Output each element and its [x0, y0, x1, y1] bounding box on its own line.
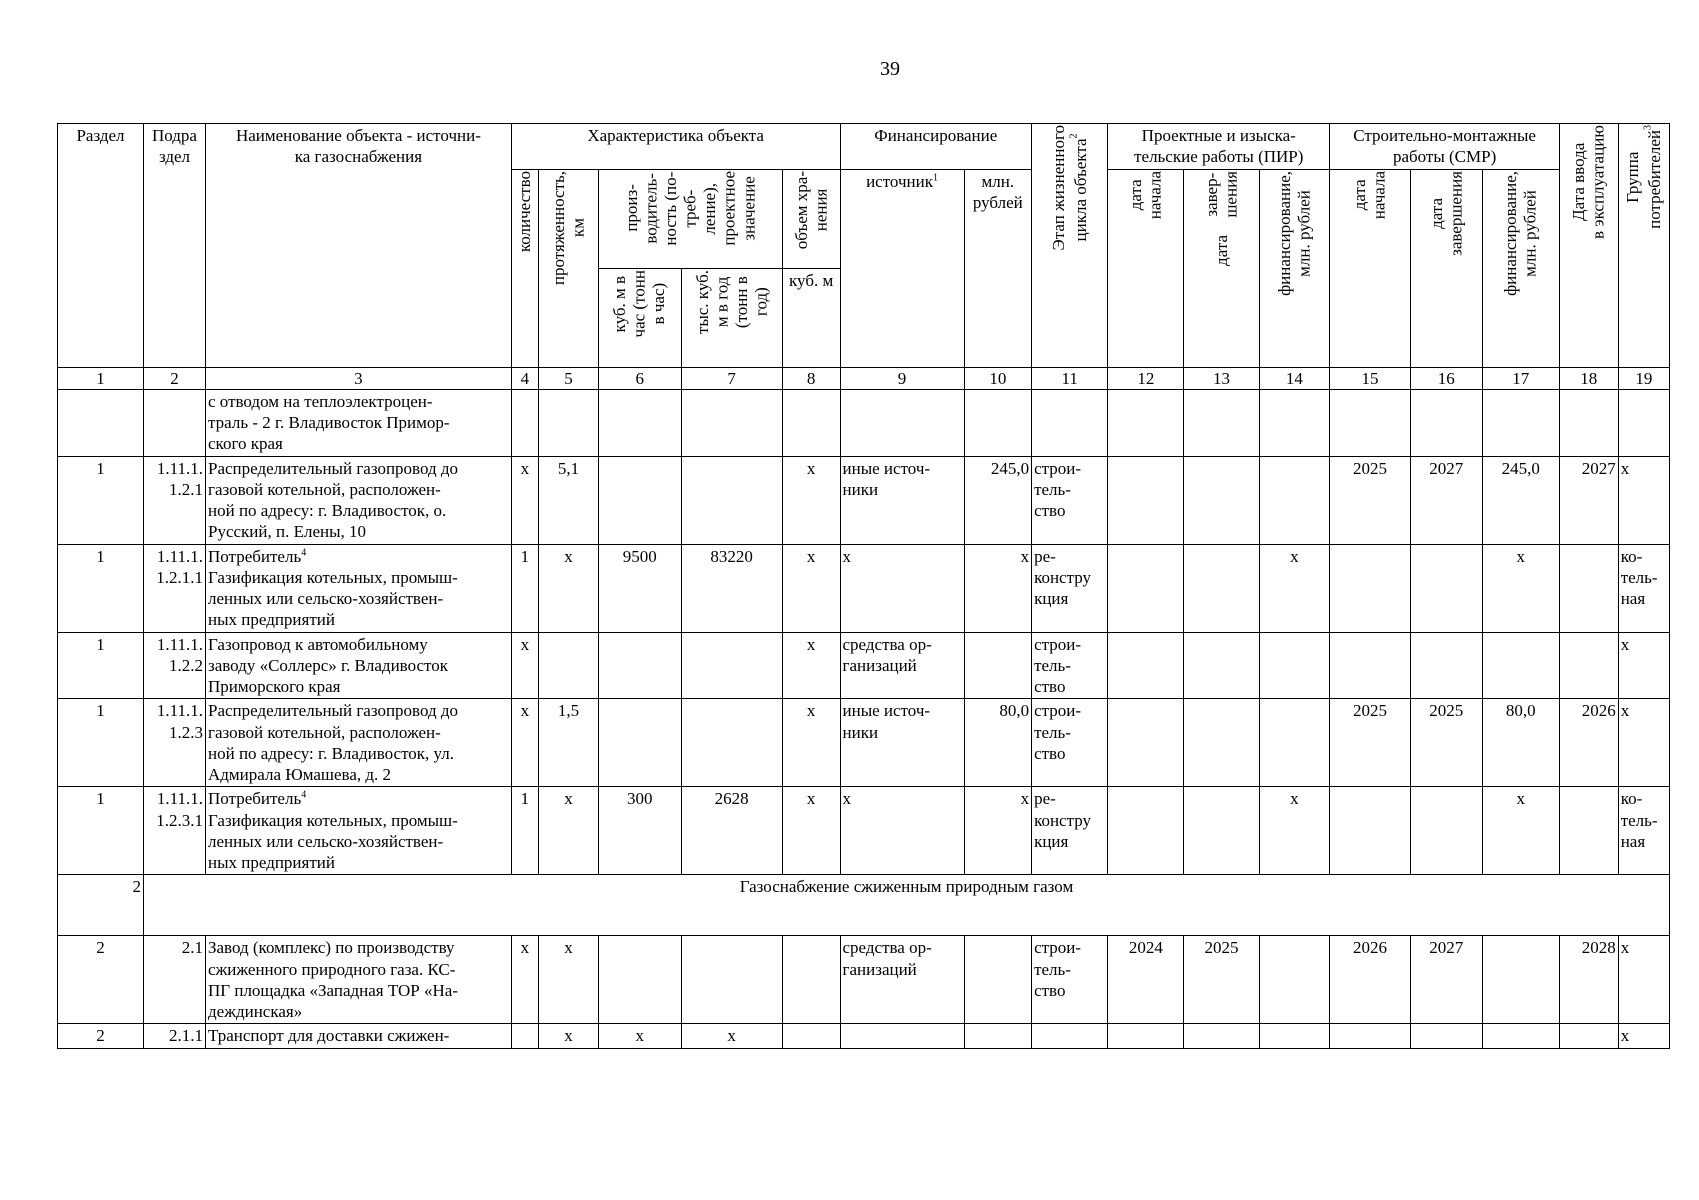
- column-number: 1: [58, 367, 144, 389]
- cell-thousand-cub-year: [681, 936, 782, 1024]
- cell-cub-hour: [598, 936, 681, 1024]
- column-number: 12: [1108, 367, 1184, 389]
- table-row: [58, 389, 1670, 456]
- cell-consumer-group: x: [1618, 456, 1669, 544]
- cell-pir-start: [1108, 389, 1184, 456]
- cell-podrazdel: 2.1.1: [143, 1024, 205, 1048]
- cell-smr-fin: 80,0: [1482, 699, 1559, 787]
- cell-podrazdel: 1.11.1. 1.2.2: [143, 632, 205, 699]
- cell-thousand-cub-year: [681, 699, 782, 787]
- cell-lifecycle: строи- тель- ство: [1032, 936, 1108, 1024]
- cell-smr-start: 2026: [1330, 936, 1411, 1024]
- cell-source: [840, 1024, 964, 1048]
- header-financing: Финансирование: [840, 124, 1032, 170]
- column-number: 4: [511, 367, 538, 389]
- cell-smr-end: [1410, 787, 1482, 875]
- header-name: Наименование объекта - источни- ка газоснабжения: [206, 124, 512, 368]
- cell-source: x: [840, 787, 964, 875]
- cell-name: с отводом на теплоэлектроцен- траль - 2 г. Владивосток Примор- ского края: [206, 389, 512, 456]
- section-number: 2: [58, 875, 144, 936]
- cell-razdel: 1: [58, 787, 144, 875]
- cell-length: x: [539, 787, 599, 875]
- cell-pir-fin: [1259, 1024, 1330, 1048]
- cell-mln-rub: 245,0: [964, 456, 1031, 544]
- column-numbers-row: [58, 367, 1670, 389]
- cell-thousand-cub-year: [681, 389, 782, 456]
- cell-smr-start: [1330, 787, 1411, 875]
- cell-smr-end: [1410, 389, 1482, 456]
- cell-quantity: x: [511, 936, 538, 1024]
- cell-pir-start: 2024: [1108, 936, 1184, 1024]
- cell-lifecycle: строи- тель- ство: [1032, 456, 1108, 544]
- cell-length: [539, 389, 599, 456]
- cell-name: Газопровод к автомобильному заводу «Соллерс» г. Владивосток Приморского края: [206, 632, 512, 699]
- cell-consumer-group: x: [1618, 936, 1669, 1024]
- cell-source: иные источ- ники: [840, 456, 964, 544]
- cell-razdel: 1: [58, 632, 144, 699]
- cell-lifecycle: ре- констру кция: [1032, 544, 1108, 632]
- column-number: 16: [1410, 367, 1482, 389]
- cell-smr-end: [1410, 544, 1482, 632]
- cell-source: [840, 389, 964, 456]
- cell-consumer-group: x: [1618, 699, 1669, 787]
- table-row: [58, 456, 1670, 544]
- cell-name: Потребитель$^4$ Газификация котельных, промыш- ленных или сельско-хозяйствен- ных предприятий: [206, 544, 512, 632]
- section-row: [58, 875, 1670, 936]
- header-pir-fin: финансирование, млн. рублей: [1259, 169, 1330, 367]
- cell-mln-rub: [964, 389, 1031, 456]
- cell-lifecycle: [1032, 1024, 1108, 1048]
- cell-pir-start: [1108, 544, 1184, 632]
- cell-name: Завод (комплекс) по производству сжиженного природного газа. КС- ПГ площадка «Западная ТОР «На- деждинская»: [206, 936, 512, 1024]
- cell-mln-rub: [964, 936, 1031, 1024]
- header-smr-fin: финансирование, млн. рублей: [1482, 169, 1559, 367]
- header-quantity: количество: [511, 169, 538, 367]
- header-razdel: Раздел: [58, 124, 144, 368]
- column-number: 6: [598, 367, 681, 389]
- cell-smr-end: [1410, 632, 1482, 699]
- header-podrazdel: Подра здел: [143, 124, 205, 368]
- cell-date-commission: 2027: [1559, 456, 1618, 544]
- cell-date-commission: 2028: [1559, 936, 1618, 1024]
- column-number: 8: [782, 367, 840, 389]
- cell-storage: x: [782, 787, 840, 875]
- cell-smr-fin: x: [1482, 544, 1559, 632]
- cell-pir-fin: [1259, 456, 1330, 544]
- cell-mln-rub: [964, 632, 1031, 699]
- cell-podrazdel: 1.11.1. 1.2.1.1: [143, 544, 205, 632]
- cell-consumer-group: ко- тель- ная: [1618, 544, 1669, 632]
- cell-smr-start: 2025: [1330, 699, 1411, 787]
- cell-consumer-group: x: [1618, 1024, 1669, 1048]
- cell-smr-start: [1330, 389, 1411, 456]
- cell-storage: x: [782, 544, 840, 632]
- cell-pir-end: 2025: [1184, 936, 1259, 1024]
- cell-mln-rub: x: [964, 544, 1031, 632]
- cell-storage: [782, 936, 840, 1024]
- cell-pir-start: [1108, 632, 1184, 699]
- cell-smr-fin: [1482, 632, 1559, 699]
- cell-storage: x: [782, 632, 840, 699]
- cell-smr-start: [1330, 1024, 1411, 1048]
- column-number: 14: [1259, 367, 1330, 389]
- cell-length: [539, 632, 599, 699]
- cell-thousand-cub-year: [681, 456, 782, 544]
- cell-pir-end: [1184, 389, 1259, 456]
- header-pir-start: дата начала: [1108, 169, 1184, 367]
- table-row: [58, 544, 1670, 632]
- cell-storage: x: [782, 699, 840, 787]
- cell-name: Распределительный газопровод до газовой котельной, расположен- ной по адресу: г. Владивосток, ул. Адмирала Юмашева, д. 2: [206, 699, 512, 787]
- cell-pir-fin: x: [1259, 787, 1330, 875]
- header-smr: Строительно-монтажные работы (СМР): [1330, 124, 1560, 170]
- table-row: [58, 787, 1670, 875]
- header-source: источник$^1$: [840, 169, 964, 367]
- header-cub-hour: куб. м в час (тонн в час): [598, 268, 681, 367]
- column-number: 13: [1184, 367, 1259, 389]
- cell-podrazdel: 1.11.1. 1.2.1: [143, 456, 205, 544]
- cell-razdel: 1: [58, 544, 144, 632]
- cell-pir-start: [1108, 787, 1184, 875]
- table-row: [58, 632, 1670, 699]
- cell-date-commission: 2026: [1559, 699, 1618, 787]
- cell-consumer-group: x: [1618, 632, 1669, 699]
- column-number: 18: [1559, 367, 1618, 389]
- cell-podrazdel: [143, 389, 205, 456]
- cell-smr-fin: 245,0: [1482, 456, 1559, 544]
- cell-date-commission: [1559, 787, 1618, 875]
- gas-supply-table: [57, 123, 1670, 1049]
- cell-smr-end: 2027: [1410, 936, 1482, 1024]
- table-row: [58, 699, 1670, 787]
- cell-name: Потребитель$^4$ Газификация котельных, промыш- ленных или сельско-хозяйствен- ных предприятий: [206, 787, 512, 875]
- cell-date-commission: [1559, 389, 1618, 456]
- cell-cub-hour: [598, 456, 681, 544]
- cell-pir-start: [1108, 1024, 1184, 1048]
- cell-lifecycle: строи- тель- ство: [1032, 699, 1108, 787]
- cell-pir-end: [1184, 456, 1259, 544]
- cell-cub-hour: x: [598, 1024, 681, 1048]
- cell-smr-fin: x: [1482, 787, 1559, 875]
- cell-pir-start: [1108, 456, 1184, 544]
- header-capacity: произ- водитель- ность (по- треб- ление), проектное значение: [598, 169, 782, 268]
- cell-cub-hour: 9500: [598, 544, 681, 632]
- header-date-commission: Дата ввода в эксплуатацию: [1559, 124, 1618, 368]
- cell-razdel: 1: [58, 699, 144, 787]
- cell-name: Распределительный газопровод до газовой котельной, расположен- ной по адресу: г. Владивосток, о. Русский, п. Елены, 10: [206, 456, 512, 544]
- cell-storage: [782, 389, 840, 456]
- cell-pir-fin: [1259, 936, 1330, 1024]
- header-thousand-cub-year: тыс. куб. м в год (тонн в год): [681, 268, 782, 367]
- cell-name: Транспорт для доставки сжижен-: [206, 1024, 512, 1048]
- cell-razdel: 2: [58, 936, 144, 1024]
- cell-pir-fin: x: [1259, 544, 1330, 632]
- column-number: 10: [964, 367, 1031, 389]
- cell-cub-hour: [598, 699, 681, 787]
- cell-pir-end: [1184, 544, 1259, 632]
- cell-storage: [782, 1024, 840, 1048]
- cell-length: x: [539, 544, 599, 632]
- page-number: 39: [880, 58, 900, 80]
- cell-razdel: 2: [58, 1024, 144, 1048]
- cell-lifecycle: [1032, 389, 1108, 456]
- header-consumer-group: Группа потребителей$^3$: [1618, 124, 1669, 368]
- table-row: [58, 1024, 1670, 1048]
- cell-smr-start: 2025: [1330, 456, 1411, 544]
- cell-quantity: x: [511, 456, 538, 544]
- cell-date-commission: [1559, 1024, 1618, 1048]
- cell-thousand-cub-year: 2628: [681, 787, 782, 875]
- cell-source: x: [840, 544, 964, 632]
- cell-razdel: 1: [58, 456, 144, 544]
- cell-quantity: 1: [511, 787, 538, 875]
- cell-length: x: [539, 936, 599, 1024]
- cell-razdel: [58, 389, 144, 456]
- cell-pir-fin: [1259, 699, 1330, 787]
- cell-smr-fin: [1482, 389, 1559, 456]
- cell-podrazdel: 2.1: [143, 936, 205, 1024]
- cell-podrazdel: 1.11.1. 1.2.3.1: [143, 787, 205, 875]
- footnote-marker: 4: [301, 789, 307, 801]
- header-cub-m: куб. м: [782, 268, 840, 367]
- cell-cub-hour: [598, 632, 681, 699]
- cell-smr-end: 2027: [1410, 456, 1482, 544]
- header-pir-end: завер- шения дата: [1184, 169, 1259, 367]
- cell-source: средства ор- ганизаций: [840, 936, 964, 1024]
- cell-date-commission: [1559, 632, 1618, 699]
- cell-quantity: [511, 1024, 538, 1048]
- footnote-marker: 4: [301, 546, 307, 558]
- cell-mln-rub: x: [964, 787, 1031, 875]
- column-number: 11: [1032, 367, 1108, 389]
- header-pir: Проектные и изыска- тельские работы (ПИР): [1108, 124, 1330, 170]
- cell-pir-end: [1184, 699, 1259, 787]
- cell-lifecycle: строи- тель- ство: [1032, 632, 1108, 699]
- column-number: 2: [143, 367, 205, 389]
- column-number: 19: [1618, 367, 1669, 389]
- cell-mln-rub: 80,0: [964, 699, 1031, 787]
- cell-source: иные источ- ники: [840, 699, 964, 787]
- cell-quantity: x: [511, 699, 538, 787]
- cell-smr-fin: [1482, 1024, 1559, 1048]
- cell-pir-end: [1184, 1024, 1259, 1048]
- cell-pir-start: [1108, 699, 1184, 787]
- header-length: протяженность, км: [539, 169, 599, 367]
- cell-smr-start: [1330, 544, 1411, 632]
- cell-quantity: [511, 389, 538, 456]
- cell-smr-start: [1330, 632, 1411, 699]
- cell-podrazdel: 1.11.1. 1.2.3: [143, 699, 205, 787]
- cell-storage: x: [782, 456, 840, 544]
- cell-quantity: 1: [511, 544, 538, 632]
- cell-length: 1,5: [539, 699, 599, 787]
- cell-smr-fin: [1482, 936, 1559, 1024]
- section-title: Газоснабжение сжиженным природным газом: [143, 875, 1669, 936]
- cell-mln-rub: [964, 1024, 1031, 1048]
- cell-pir-end: [1184, 632, 1259, 699]
- cell-lifecycle: ре- констру кция: [1032, 787, 1108, 875]
- cell-date-commission: [1559, 544, 1618, 632]
- cell-thousand-cub-year: x: [681, 1024, 782, 1048]
- column-number: 9: [840, 367, 964, 389]
- header-characteristics: Характеристика объекта: [511, 124, 840, 170]
- cell-smr-end: 2025: [1410, 699, 1482, 787]
- cell-pir-fin: [1259, 389, 1330, 456]
- cell-thousand-cub-year: [681, 632, 782, 699]
- header-storage: объем хра- нения: [782, 169, 840, 268]
- cell-source: средства ор- ганизаций: [840, 632, 964, 699]
- cell-thousand-cub-year: 83220: [681, 544, 782, 632]
- cell-consumer-group: ко- тель- ная: [1618, 787, 1669, 875]
- header-mln-rub: млн. рублей: [964, 169, 1031, 367]
- cell-smr-end: [1410, 1024, 1482, 1048]
- column-number: 5: [539, 367, 599, 389]
- table-row: [58, 936, 1670, 1024]
- column-number: 3: [206, 367, 512, 389]
- cell-cub-hour: [598, 389, 681, 456]
- header-lifecycle: Этап жизненного цикла объекта$^2$: [1032, 124, 1108, 368]
- column-number: 7: [681, 367, 782, 389]
- column-number: 15: [1330, 367, 1411, 389]
- cell-quantity: x: [511, 632, 538, 699]
- header-smr-end: дата завершения: [1410, 169, 1482, 367]
- column-number: 17: [1482, 367, 1559, 389]
- header-smr-start: дата начала: [1330, 169, 1411, 367]
- cell-pir-fin: [1259, 632, 1330, 699]
- cell-consumer-group: [1618, 389, 1669, 456]
- cell-length: x: [539, 1024, 599, 1048]
- cell-pir-end: [1184, 787, 1259, 875]
- cell-length: 5,1: [539, 456, 599, 544]
- cell-cub-hour: 300: [598, 787, 681, 875]
